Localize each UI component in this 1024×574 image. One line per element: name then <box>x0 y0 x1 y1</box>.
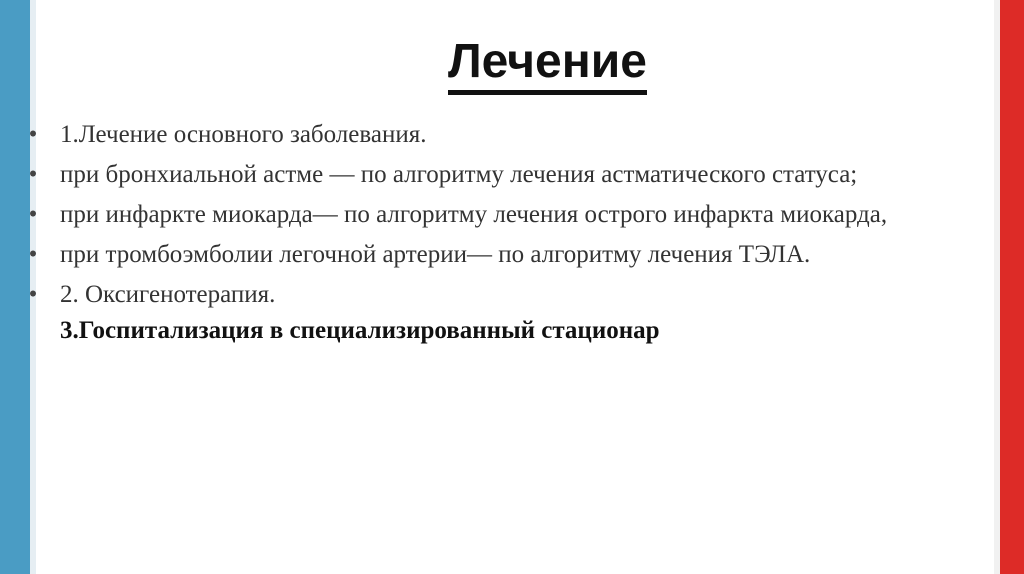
bullet-marker: • <box>28 281 38 308</box>
slide-title: Лечение <box>448 34 647 95</box>
bullet-item <box>18 280 1018 346</box>
bullet-item <box>18 240 1018 270</box>
bullet-list <box>18 120 1018 356</box>
bullet-text: 2. Оксигенотерапия. <box>60 281 276 308</box>
bullet-item <box>18 160 1018 190</box>
bullet-item <box>18 120 1018 150</box>
bullet-text: 1.Лечение основного заболевания. <box>60 121 427 148</box>
bullet-text: при бронхиальной астме — по алгоритму лечения астматического статуса; <box>60 161 858 188</box>
bullet-text: при тромбоэмболии легочной артерии— по алгоритму лечения ТЭЛА. <box>60 241 811 268</box>
hospitalization-line: 3.Госпитализация в специализированный стационар <box>60 317 660 344</box>
bullet-text: при инфаркте миокарда— по алгоритму лечения острого инфаркта миокарда, <box>60 201 888 228</box>
bullet-marker: • <box>28 241 38 268</box>
bullet-marker: • <box>28 121 38 148</box>
bullet-item <box>18 200 1018 230</box>
bullet-marker: • <box>28 161 38 188</box>
bullet-marker: • <box>28 201 38 228</box>
